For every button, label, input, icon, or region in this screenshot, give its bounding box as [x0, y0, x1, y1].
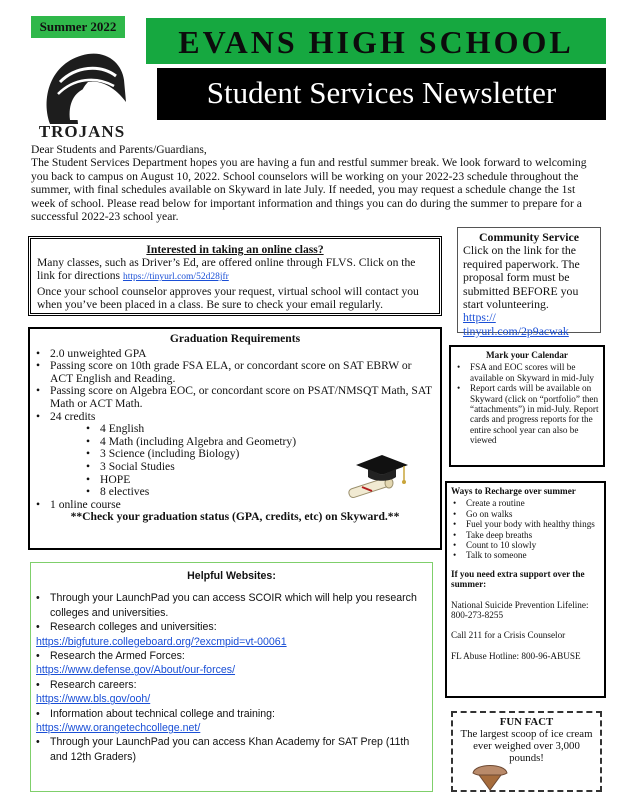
credit-item: • 3 Social Studies — [86, 461, 434, 474]
recharge-item: • Create a routine — [451, 498, 600, 508]
community-link-line2[interactable]: tinyurl.com/2p9acwak — [463, 323, 569, 338]
intro-greeting: Dear Students and Parents/Guardians, — [31, 143, 207, 156]
abuse-hotline-text: FL Abuse Hotline: 800-96-ABUSE — [451, 650, 581, 661]
credit-item: • 4 English — [86, 423, 434, 436]
website-item — [36, 678, 427, 707]
community-service-text: Click on the link for the required paperwork. The proposal form must be submitted BEFORE you start volunteering. — [463, 243, 580, 312]
recharge-item: • Fuel your body with healthy things — [451, 519, 600, 529]
fun-fact-text: The largest scoop of ice cream ever weighed over 3,000 pounds! — [460, 728, 593, 764]
lifeline-text: National Suicide Prevention Lifeline: 800-273-8255 — [451, 599, 589, 621]
website-item — [36, 620, 427, 649]
fun-fact-heading: FUN FACT — [499, 716, 554, 728]
crisis-counselor-text: Call 211 for a Crisis Counselor — [451, 630, 566, 641]
helpful-websites-box — [30, 562, 433, 792]
credit-item: • 8 electives — [86, 486, 434, 499]
community-service-box — [457, 227, 601, 338]
websites-heading: Helpful Websites: — [187, 570, 276, 582]
logo-wordmark: TROJANS — [38, 122, 126, 141]
online-class-box — [28, 236, 442, 316]
website-item-text: Research the Armed Forces: — [50, 650, 185, 663]
recharge-item: • Go on walks — [451, 509, 600, 519]
website-item-text: Research colleges and universities: — [50, 621, 217, 634]
recharge-item: • Count to 10 slowly — [451, 540, 600, 550]
credit-item: • 4 Math (including Algebra and Geometry) — [86, 436, 434, 449]
website-item-text: Information about technical college and training: — [50, 707, 275, 720]
website-item-text: Through your LaunchPad you can access SCOIR which will help you research colleges and universities. — [50, 592, 417, 619]
calendar-heading: Mark your Calendar — [485, 350, 568, 360]
collegeboard-link[interactable]: https://bigfuture.collegeboard.org/?excmpid=vt-00061 — [36, 635, 287, 648]
graduation-heading: Graduation Requirements — [169, 332, 301, 345]
intro-body: The Student Services Department hopes you are having a fun and restful summer break. We look forward to welcoming you back to campus on August 10, 2022. School counselors will be working on your 2022-23 schedule throughout the summer, with final schedules available on Skyward in late July. If needed, you may request a schedule change the 1st week of school. Please read below for important information and things you can do during the summer to prepare for a successful 2022-23 school year. — [31, 156, 587, 224]
community-service-heading: Community Service — [479, 230, 579, 244]
school-name-banner: EVANS HIGH SCHOOL — [146, 18, 606, 64]
ice-cream-icon — [471, 761, 509, 791]
recharge-box — [445, 481, 606, 698]
recharge-heading: Ways to Recharge over summer — [451, 486, 576, 496]
orangetech-link[interactable]: https://www.orangetechcollege.net/ — [36, 722, 201, 735]
website-item — [36, 735, 427, 764]
graduation-status-note: **Check your graduation status (GPA, credits, etc) on Skyward.** — [70, 510, 400, 524]
graduation-cap-diploma-icon — [342, 451, 412, 501]
grad-item: • Passing score on 10th grade FSA ELA, or concordant score on SAT EBRW or ACT English and Reading. — [36, 360, 434, 385]
grad-item: • Passing score on Algebra EOC, or concordant score on PSAT/NMSQT Math, SAT Math or ACT Math. — [36, 385, 434, 410]
mark-your-calendar-box — [449, 345, 605, 467]
website-item — [36, 649, 427, 678]
website-item — [36, 707, 427, 736]
recharge-item: • Take deep breaths — [451, 530, 600, 540]
online-class-text — [37, 256, 433, 284]
grad-item: • 2.0 unweighted GPA — [36, 348, 434, 361]
calendar-item: • Report cards will be available on Skyward (click on “portfolio” then “attachments”) in mid-July. Report cards and progress reports for the entire school year can also be viewed — [455, 383, 599, 445]
grad-item: • 1 online course — [36, 499, 434, 512]
newsletter-title: Student Services Newsletter — [157, 68, 606, 120]
website-item-text: Through your LaunchPad you can access Khan Academy for SAT Prep (11th and 12th Graders) — [50, 736, 410, 763]
recharge-item: • Talk to someone — [451, 550, 600, 560]
fun-fact-box — [451, 711, 602, 792]
credit-item: • HOPE — [86, 474, 434, 487]
intro-letter — [31, 143, 596, 223]
graduation-requirements-box — [28, 327, 442, 550]
summer-badge: Summer 2022 — [31, 16, 125, 38]
community-link-line1[interactable]: https:// — [463, 310, 496, 325]
flvs-directions-link[interactable]: https://tinyurl.com/52d28jfr — [122, 272, 229, 283]
defense-link[interactable]: https://www.defense.gov/About/our-forces/ — [36, 664, 236, 677]
online-class-text-2: Once your school counselor approves your request, virtual school will contact you when you’ve been placed in a class. Be sure to check your email regularly. — [37, 284, 419, 311]
bls-link[interactable]: https://www.bls.gov/ooh/ — [36, 693, 151, 706]
online-class-text-1: Many classes, such as Driver’s Ed, are offered online through FLVS. Click on the link for directions — [37, 256, 416, 283]
support-heading: If you need extra support over the summer: — [451, 568, 585, 590]
calendar-item: • FSA and EOC scores will be available on Skyward in mid-July — [455, 362, 599, 383]
website-item-text: Research careers: — [50, 678, 137, 691]
credit-item: • 3 Science (including Biology) — [86, 448, 434, 461]
online-class-heading: Interested in taking an online class? — [146, 243, 324, 256]
grad-item: • 24 credits — [36, 411, 434, 424]
website-item — [36, 591, 427, 620]
